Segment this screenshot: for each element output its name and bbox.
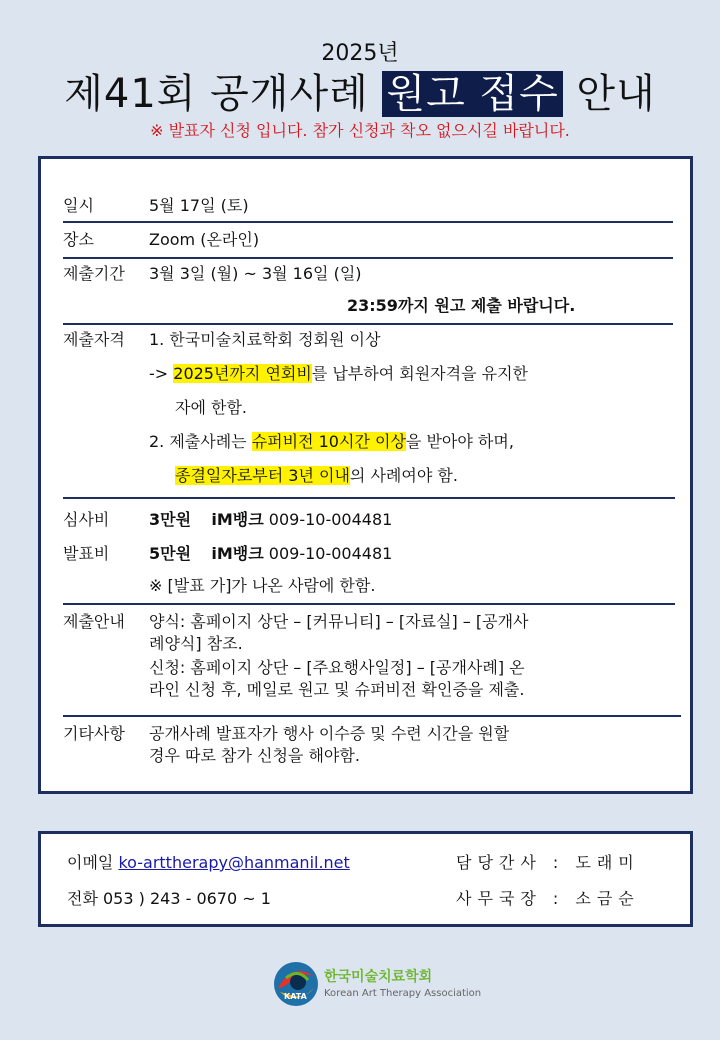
- date-value: 5월 17일 (토): [149, 196, 249, 215]
- email-link[interactable]: ko-arttherapy@hanmanil.net: [118, 853, 350, 872]
- item2-cont-rest: 의 사례여야 함.: [349, 466, 458, 485]
- divider: [63, 257, 673, 259]
- place-value: Zoom (온라인): [149, 230, 260, 249]
- date-label: 일시: [63, 196, 94, 215]
- notice-text: ※ 발표자 신청 입니다. 참가 신청과 착오 없으시길 바랍니다.: [150, 121, 570, 140]
- period-label: 제출기간: [63, 264, 125, 283]
- review-fee-amount: 3만원: [149, 510, 192, 529]
- period-value: 3월 3일 (월) ~ 3월 16일 (일): [149, 264, 362, 283]
- phone-label: 전화: [67, 889, 103, 908]
- year: 2025년: [321, 41, 399, 66]
- contact-box: [38, 831, 693, 927]
- place-label: 장소: [63, 230, 94, 249]
- title-part2: 안내: [562, 71, 656, 117]
- arrow-text: ->: [149, 364, 174, 383]
- item1-rest: 를 납부하여 회원자격을 유지한: [311, 364, 528, 383]
- title-part1: 제41회 공개사례: [64, 71, 383, 117]
- divider: [63, 221, 673, 223]
- period-note: 23:59까지 원고 제출 바랍니다.: [347, 296, 576, 315]
- divider: [63, 715, 681, 717]
- director-info: 사무국장 : 소금순: [456, 889, 640, 908]
- fee-note: ※ [발표 가]가 나온 사람에 한함.: [149, 576, 376, 595]
- logo-abbr: KATA: [284, 992, 307, 1001]
- divider: [63, 497, 675, 499]
- item2-pre: 2. 제출사례는: [149, 432, 252, 451]
- email-row: [67, 850, 350, 873]
- guide-line3: 신청: 홈페이지 상단 – [주요행사일정] – [공개사례] 온: [149, 658, 525, 677]
- title-highlight: 원고 접수: [382, 71, 562, 117]
- logo-name-en: Korean Art Therapy Association: [324, 988, 482, 999]
- guide-label: 제출안내: [63, 612, 125, 631]
- review-fee-account: 009-10-004481: [263, 510, 393, 529]
- logo-emblem-icon: [272, 958, 320, 1010]
- item2-rest: 을 받아야 하며,: [405, 432, 514, 451]
- qualification-label: 제출자격: [63, 330, 125, 349]
- etc-line1: 공개사례 발표자가 행사 이수증 및 수련 시간을 원할: [149, 724, 510, 743]
- association-logo: [272, 958, 482, 1014]
- present-fee-label: 발표비: [63, 544, 110, 563]
- logo-name-ko: 한국미술치료학회: [324, 969, 433, 985]
- divider: [63, 323, 673, 325]
- qualification-item1: 1. 한국미술치료학회 정회원 이상: [149, 330, 381, 349]
- review-fee-label: 심사비: [63, 510, 110, 529]
- present-fee-account: 009-10-004481: [263, 544, 393, 563]
- present-fee-amount: 5만원: [149, 544, 192, 563]
- phone-row: [67, 886, 271, 909]
- review-fee-bank: iM뱅크: [211, 510, 264, 529]
- details-box: [38, 156, 693, 794]
- manager-info: 담당간사 : 도래미: [456, 853, 640, 872]
- divider: [63, 603, 675, 605]
- highlight-supervision: 슈퍼비전 10시간 이상: [251, 432, 406, 451]
- page-title: [0, 62, 720, 119]
- email-label: 이메일: [67, 853, 119, 872]
- item1-cont: 자에 한함.: [175, 398, 247, 417]
- highlight-fee: 2025년까지 연회비: [173, 364, 312, 383]
- highlight-term: 종결일자로부터 3년 이내: [175, 466, 350, 485]
- phone-number: 053 ) 243 - 0670 ~ 1: [103, 889, 271, 908]
- guide-line4: 라인 신청 후, 메일로 원고 및 슈퍼비전 확인증을 제출.: [149, 680, 525, 699]
- etc-line2: 경우 따로 참가 신청을 해야함.: [149, 746, 360, 765]
- guide-line2: 례양식] 참조.: [149, 634, 243, 653]
- present-fee-bank: iM뱅크: [211, 544, 264, 563]
- guide-line1: 양식: 홈페이지 상단 – [커뮤니티] – [자료실] – [공개사: [149, 612, 529, 631]
- etc-label: 기타사항: [63, 724, 125, 743]
